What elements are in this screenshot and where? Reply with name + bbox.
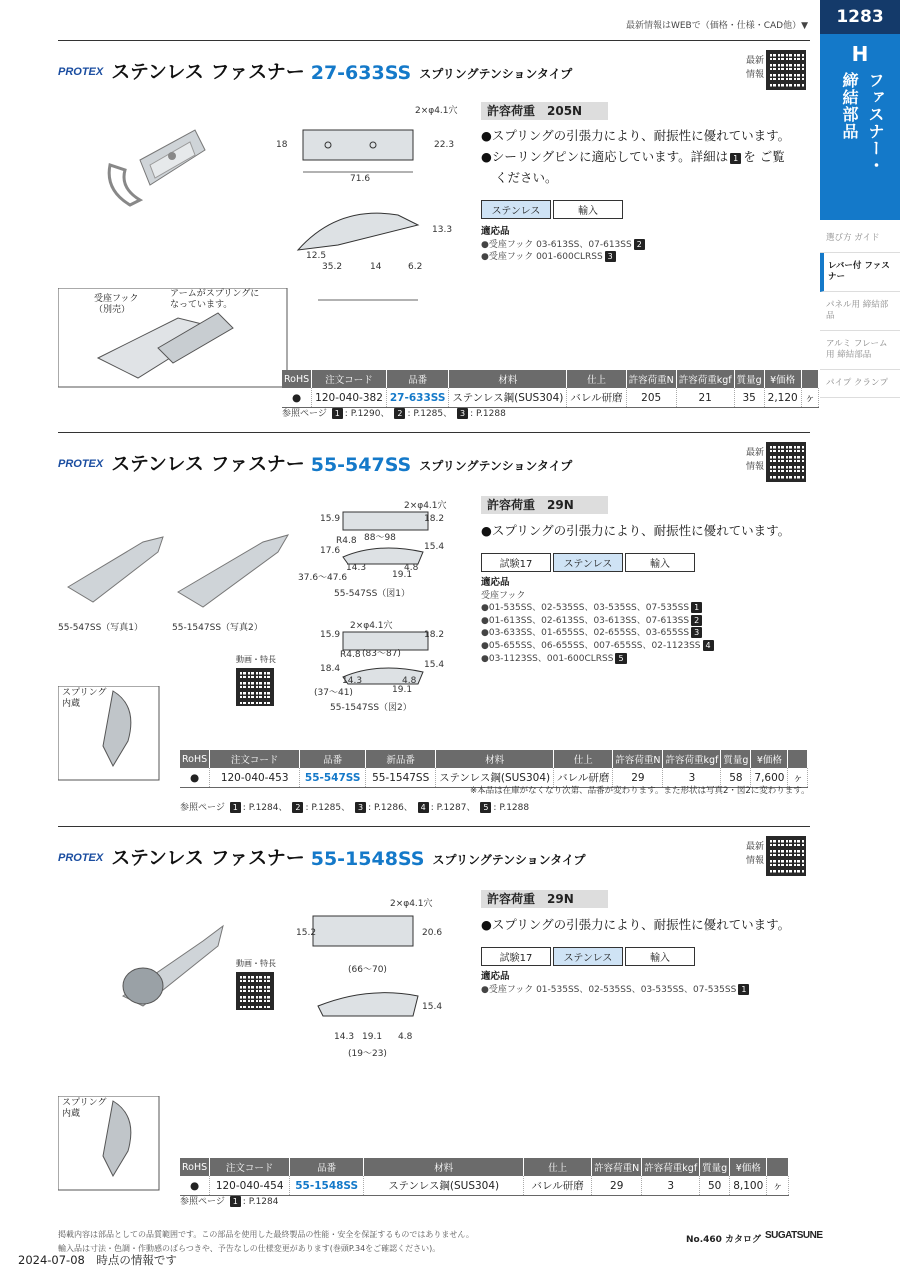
product-code: 55-1548SS: [310, 848, 425, 870]
reference-pages: 参照ページ 1 : P.1284: [180, 1197, 279, 1207]
dim2-18-2: 18.2: [424, 630, 445, 640]
load-rating: 許容荷重 205N: [481, 102, 608, 120]
reference-pages: 参照ページ 1 : P.1284、 2 : P.1285、 3 : P.1286、 4 : P.1287、 5 : P.1288: [180, 803, 530, 813]
part-number-link[interactable]: 55-547SS: [300, 768, 366, 788]
dim-14-3: 14.3: [346, 563, 367, 573]
tag-stainless: ステンレス: [553, 553, 623, 572]
dim-14: 14: [370, 262, 382, 272]
tag-import: 輸入: [625, 553, 695, 572]
dim2-r4-8: R4.8: [340, 650, 361, 660]
product-title: [58, 446, 572, 476]
callout-hook: 受座フック （別売）: [94, 294, 139, 315]
load-rating: 許容荷重 29N: [481, 496, 608, 514]
dim-19-1: 19.1: [362, 1032, 383, 1042]
product-code: 27-633SS: [310, 62, 412, 84]
latest-info-label: 最新 情報: [745, 842, 764, 866]
dim-12-5: 12.5: [306, 251, 327, 261]
category-name: 締結部品: [840, 72, 859, 140]
reference-pages: 参照ページ 1 : P.1290、 2 : P.1285、 3 : P.1288: [282, 409, 506, 419]
dim2-14-3: 14.3: [342, 676, 363, 686]
category-sub: ファスナー・: [866, 72, 885, 174]
dim-6-2: 6.2: [408, 262, 423, 272]
section-rule: [58, 432, 810, 433]
brand-logo: PROTEX: [58, 852, 104, 864]
ref-badge[interactable]: 1: [730, 153, 741, 164]
product-name: ステンレス ファスナー: [111, 453, 305, 475]
fig1-caption: 55-547SS（図1）: [334, 589, 411, 599]
category-tab: [820, 0, 900, 220]
part-number-link[interactable]: 55-1548SS: [290, 1176, 364, 1196]
tag-stainless: ステンレス: [481, 200, 551, 219]
dim-hole: 2×φ4.1穴: [415, 106, 458, 116]
section-27-633ss: [58, 40, 816, 425]
spring-label: スプリング 内蔵: [62, 688, 107, 709]
table-row: ● 120-040-454 55-1548SS ステンレス鋼(SUS304) バレル研磨 29 3 50 8,100 ヶ: [180, 1176, 789, 1196]
fig2-caption: 55-1547SS（図2）: [330, 703, 412, 713]
product-title: [58, 54, 572, 84]
dim-15-2: 15.2: [296, 928, 317, 938]
dim-15-9: 15.9: [320, 514, 341, 524]
dim-71-6: 71.6: [350, 174, 371, 184]
dim-20-6: 20.6: [422, 928, 443, 938]
table-row: ● 120-040-382 27-633SS ステンレス鋼(SUS304) バレル研磨 205 21 35 2,120 ヶ: [282, 388, 819, 408]
product-subtitle: スプリングテンションタイプ: [419, 67, 573, 81]
table-row: ● 120-040-453 55-547SS 55-1547SS ステンレス鋼(SUS304) バレル研磨 29 3 58 7,600 ヶ: [180, 768, 808, 788]
qr-code-icon[interactable]: [766, 442, 806, 482]
catalog-number: No.460 カタログ: [686, 1235, 762, 1245]
product-title: [58, 840, 586, 870]
stock-note: ※本品は在庫がなくなり次第、品番が変わります。また形状は写真2・図2に変わります。: [470, 786, 810, 796]
category-letter: H: [851, 42, 869, 66]
tag-row: [481, 200, 623, 219]
section-55-547ss: [58, 432, 810, 822]
video-qr-icon[interactable]: [236, 972, 274, 1010]
dim-66-70: (66～70): [348, 965, 387, 975]
side-nav-aluminum[interactable]: アルミ フレーム用 締結部品: [820, 331, 900, 370]
applicable-products: 適応品 ●受座フック 01-535SS、02-535SS、03-535SS、07-535SS 1: [481, 971, 751, 996]
side-nav: [820, 225, 900, 398]
callout-arm: アームがスプリングに なっています。: [170, 289, 260, 310]
qr-code-icon[interactable]: [766, 836, 806, 876]
spring-label: スプリング 内蔵: [62, 1098, 107, 1119]
feature-list: ●スプリングの引張力により、耐振性に優れています。 ●シーリングピンに適応しています。詳細は 1 を ご覧 ください。: [481, 128, 791, 185]
dim-hole: 2×φ4.1穴: [404, 501, 447, 511]
dim2-37-41: (37～41): [314, 688, 353, 698]
dimension-drawing: [308, 896, 458, 1056]
dim-37-6: 37.6～47.6: [298, 573, 348, 583]
brand-logo: PROTEX: [58, 458, 104, 470]
page-number: 1283: [820, 0, 900, 34]
dim-15-4: 15.4: [422, 1002, 443, 1012]
web-info-note[interactable]: 最新情報はWEBで（価格・仕様・CAD他）▼: [625, 21, 808, 31]
disclaimer: 掲載内容は部品としての品質範囲です。この部品を使用した最終製品の性能・安全を保証するものではありません。 輸入品は寸法・色調・作動感のばらつきや、予告なしの仕様変更があります(巻頭P.34をご確認ください)。: [58, 1230, 474, 1253]
dim-18-2: 18.2: [424, 514, 445, 524]
dim-18: 18: [276, 140, 288, 150]
spec-table: RoHS 注文コード 品番 材料 仕上 許容荷重N 許容荷重kgf 質量g ¥価格 ● 120-040-454 55-1548SS ステンレス鋼(SUS304) バレル研磨 29 3 50 8,100 ヶ: [180, 1158, 789, 1196]
side-nav-lever-fastener[interactable]: レバー付 ファスナー: [820, 253, 900, 292]
side-nav-panel[interactable]: パネル用 締結部品: [820, 292, 900, 331]
dim2-18-4: 18.4: [320, 664, 341, 674]
dim-19-1: 19.1: [392, 570, 413, 580]
dim-19-23: (19～23): [348, 1049, 387, 1059]
product-subtitle: スプリングテンションタイプ: [432, 853, 586, 867]
dim-15-4: 15.4: [424, 542, 445, 552]
tag-test17: 試験17: [481, 553, 551, 572]
dim2-83-87: (83～87): [362, 649, 401, 659]
product-name: ステンレス ファスナー: [111, 847, 305, 869]
tag-row: [481, 553, 695, 572]
part-number-link[interactable]: 27-633SS: [386, 388, 449, 408]
tag-import: 輸入: [625, 947, 695, 966]
section-55-1548ss: [58, 826, 810, 1211]
spec-table: RoHS 注文コード 品番 新品番 材料 仕上 許容荷重N 許容荷重kgf 質量g ¥価格 ● 120-040-453 55-547SS 55-1547SS ステンレス鋼(SUS304) バレル研磨 29 3 58 7,600 ヶ: [180, 750, 808, 788]
load-rating: 許容荷重 29N: [481, 890, 608, 908]
feature-list: ●スプリングの引張力により、耐振性に優れています。: [481, 917, 791, 932]
dim-22-3: 22.3: [434, 140, 455, 150]
photo2-caption: 55-1547SS（写真2）: [172, 623, 263, 633]
product-photo: [113, 921, 233, 1011]
product-code: 55-547SS: [310, 454, 412, 476]
dim-4-8: 4.8: [404, 563, 419, 573]
latest-info-label: 最新 情報: [745, 56, 764, 80]
tag-test17: 試験17: [481, 947, 551, 966]
dim-hole: 2×φ4.1穴: [390, 899, 433, 909]
date-line: 2024-07-08 時点の情報です: [18, 1253, 177, 1267]
product-photos: [63, 527, 293, 617]
tag-stainless: ステンレス: [553, 947, 623, 966]
dim-35-2: 35.2: [322, 262, 343, 272]
video-link[interactable]: 動画・特長: [236, 958, 276, 1010]
side-nav-guide[interactable]: 選び方 ガイド: [820, 225, 900, 253]
qr-code-icon[interactable]: [766, 50, 806, 90]
section-rule: [58, 40, 810, 41]
dim-hole-2: 2×φ4.1穴: [350, 621, 393, 631]
tag-row: [481, 947, 695, 966]
dim-14-3: 14.3: [334, 1032, 355, 1042]
section-rule: [58, 826, 810, 827]
dim2-15-9: 15.9: [320, 630, 341, 640]
video-qr-icon[interactable]: [236, 668, 274, 706]
video-link[interactable]: 動画・特長: [236, 654, 276, 706]
dim-r4-8: R4.8: [336, 536, 357, 546]
photo1-caption: 55-547SS（写真1）: [58, 623, 144, 633]
product-subtitle: スプリングテンションタイプ: [419, 459, 573, 473]
dim2-15-4: 15.4: [424, 660, 445, 670]
dim-17-6: 17.6: [320, 546, 341, 556]
latest-info-label: 最新 情報: [745, 448, 764, 472]
dim2-4-8: 4.8: [402, 676, 417, 686]
dim-88-98: 88～98: [364, 533, 396, 543]
sugatsune-logo: SUGATSUNE: [765, 1230, 823, 1241]
side-nav-pipe-clamp[interactable]: パイプ クランプ: [820, 370, 900, 398]
product-name: ステンレス ファスナー: [111, 61, 305, 83]
feature-list: ●スプリングの引張力により、耐振性に優れています。: [481, 523, 791, 538]
tag-import: 輸入: [553, 200, 623, 219]
dimension-drawing: [278, 100, 478, 320]
product-photo: [100, 110, 210, 220]
dim-4-8: 4.8: [398, 1032, 413, 1042]
brand-logo: PROTEX: [58, 66, 104, 78]
spec-table: RoHS 注文コード 品番 材料 仕上 許容荷重N 許容荷重kgf 質量g ¥価格 ● 120-040-382 27-633SS ステンレス鋼(SUS304) バレル研磨 205 21 35 2,120 ヶ: [282, 370, 819, 408]
dim2-19-1: 19.1: [392, 685, 413, 695]
dim-13-3: 13.3: [432, 225, 453, 235]
applicable-products: 適応品 受座フック ●01-535SS、02-535SS、03-535SS、07-535SS 1 ●01-613SS、02-613SS、03-613SS、07-613SS 2 ●03-633SS、01-655SS、02-655SS、03-655SS 3 ●05-655SS、06-655SS、007-655SS、02-1123SS 4 ●03-1123SS、001-600CLRSS 5: [481, 577, 716, 665]
applicable-products: 適応品 ●受座フック 03-613SS、07-613SS 2 ●受座フック 001-600CLRSS 3: [481, 226, 647, 264]
